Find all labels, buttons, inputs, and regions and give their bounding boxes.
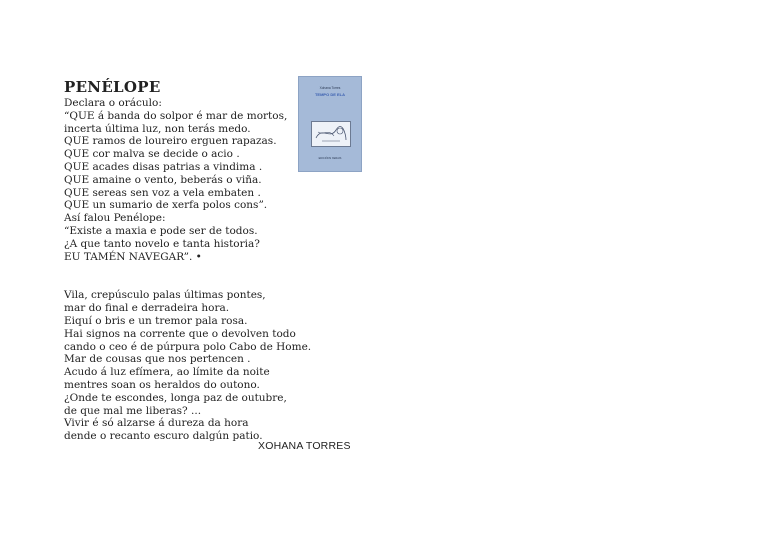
poem-line: QUE sereas sen voz a vela embaten . — [64, 186, 261, 199]
book-cover-title: TEMPO DE ELA — [314, 92, 345, 97]
poem-line: de que mal me liberas? ... — [64, 404, 202, 417]
poem-line: Declara o oráculo: — [64, 97, 162, 109]
poem-line: “QUE á banda do solpor é mar de mortos, — [64, 109, 288, 122]
poem-line: QUE amaine o vento, beberás o viña. — [64, 173, 262, 186]
poem-line: Mar de cousas que nos pertencen . — [64, 353, 251, 366]
poem-line: QUE un sumario de xerfa polos cons”. — [64, 199, 268, 212]
poem-line: EU TAMÉN NAVEGAR”. • — [64, 250, 202, 263]
book-cover-illustration — [311, 121, 351, 147]
poem-line: Vila, crepúsculo palas últimas pontes, — [64, 289, 266, 302]
author-signature: XOHANA TORRES — [258, 440, 351, 452]
book-cover-image — [298, 76, 362, 172]
poem-line: Vivir é só alzarse á dureza da hora — [64, 417, 249, 430]
poem-line: QUE cor malva se decide o acio . — [64, 148, 240, 161]
poem-line: “Existe a maxia e pode ser de todos. — [64, 224, 258, 237]
stanza-2 — [64, 289, 364, 443]
poem-line: ¿Onde te escondes, longa paz de outubre, — [64, 391, 287, 404]
book-cover-author: Xohana Torres — [319, 86, 341, 90]
poem-line: Así falou Penélope: — [64, 212, 166, 225]
poem-title: PENÉLOPE — [64, 78, 161, 96]
poem-line: Hai signos na corrente que o devolven todo — [64, 327, 296, 340]
book-cover-publisher: EDICIÓNS XERAIS — [318, 157, 342, 160]
poem-line: Eiquí o bris e un tremor pala rosa. — [64, 314, 248, 327]
poem-line: mentres soan os heraldos do outono. — [64, 378, 260, 391]
poem-line: QUE acades disas patrias a vindima . — [64, 160, 263, 173]
poem-line: ¿A que tanto novelo e tanta historia? — [64, 237, 260, 250]
poem-line: incerta última luz, non terás medo. — [64, 122, 251, 135]
poem-line: QUE ramos de loureiro erguen rapazas. — [64, 135, 277, 148]
poem-line: cando o ceo é de púrpura polo Cabo de Home. — [64, 340, 312, 353]
poem-line: mar do final e derradeira hora. — [64, 302, 230, 315]
poem-line: Acudo á luz efímera, ao límite da noite — [64, 366, 270, 379]
poem-line: dende o recanto escuro dalgún patio. — [64, 430, 263, 443]
